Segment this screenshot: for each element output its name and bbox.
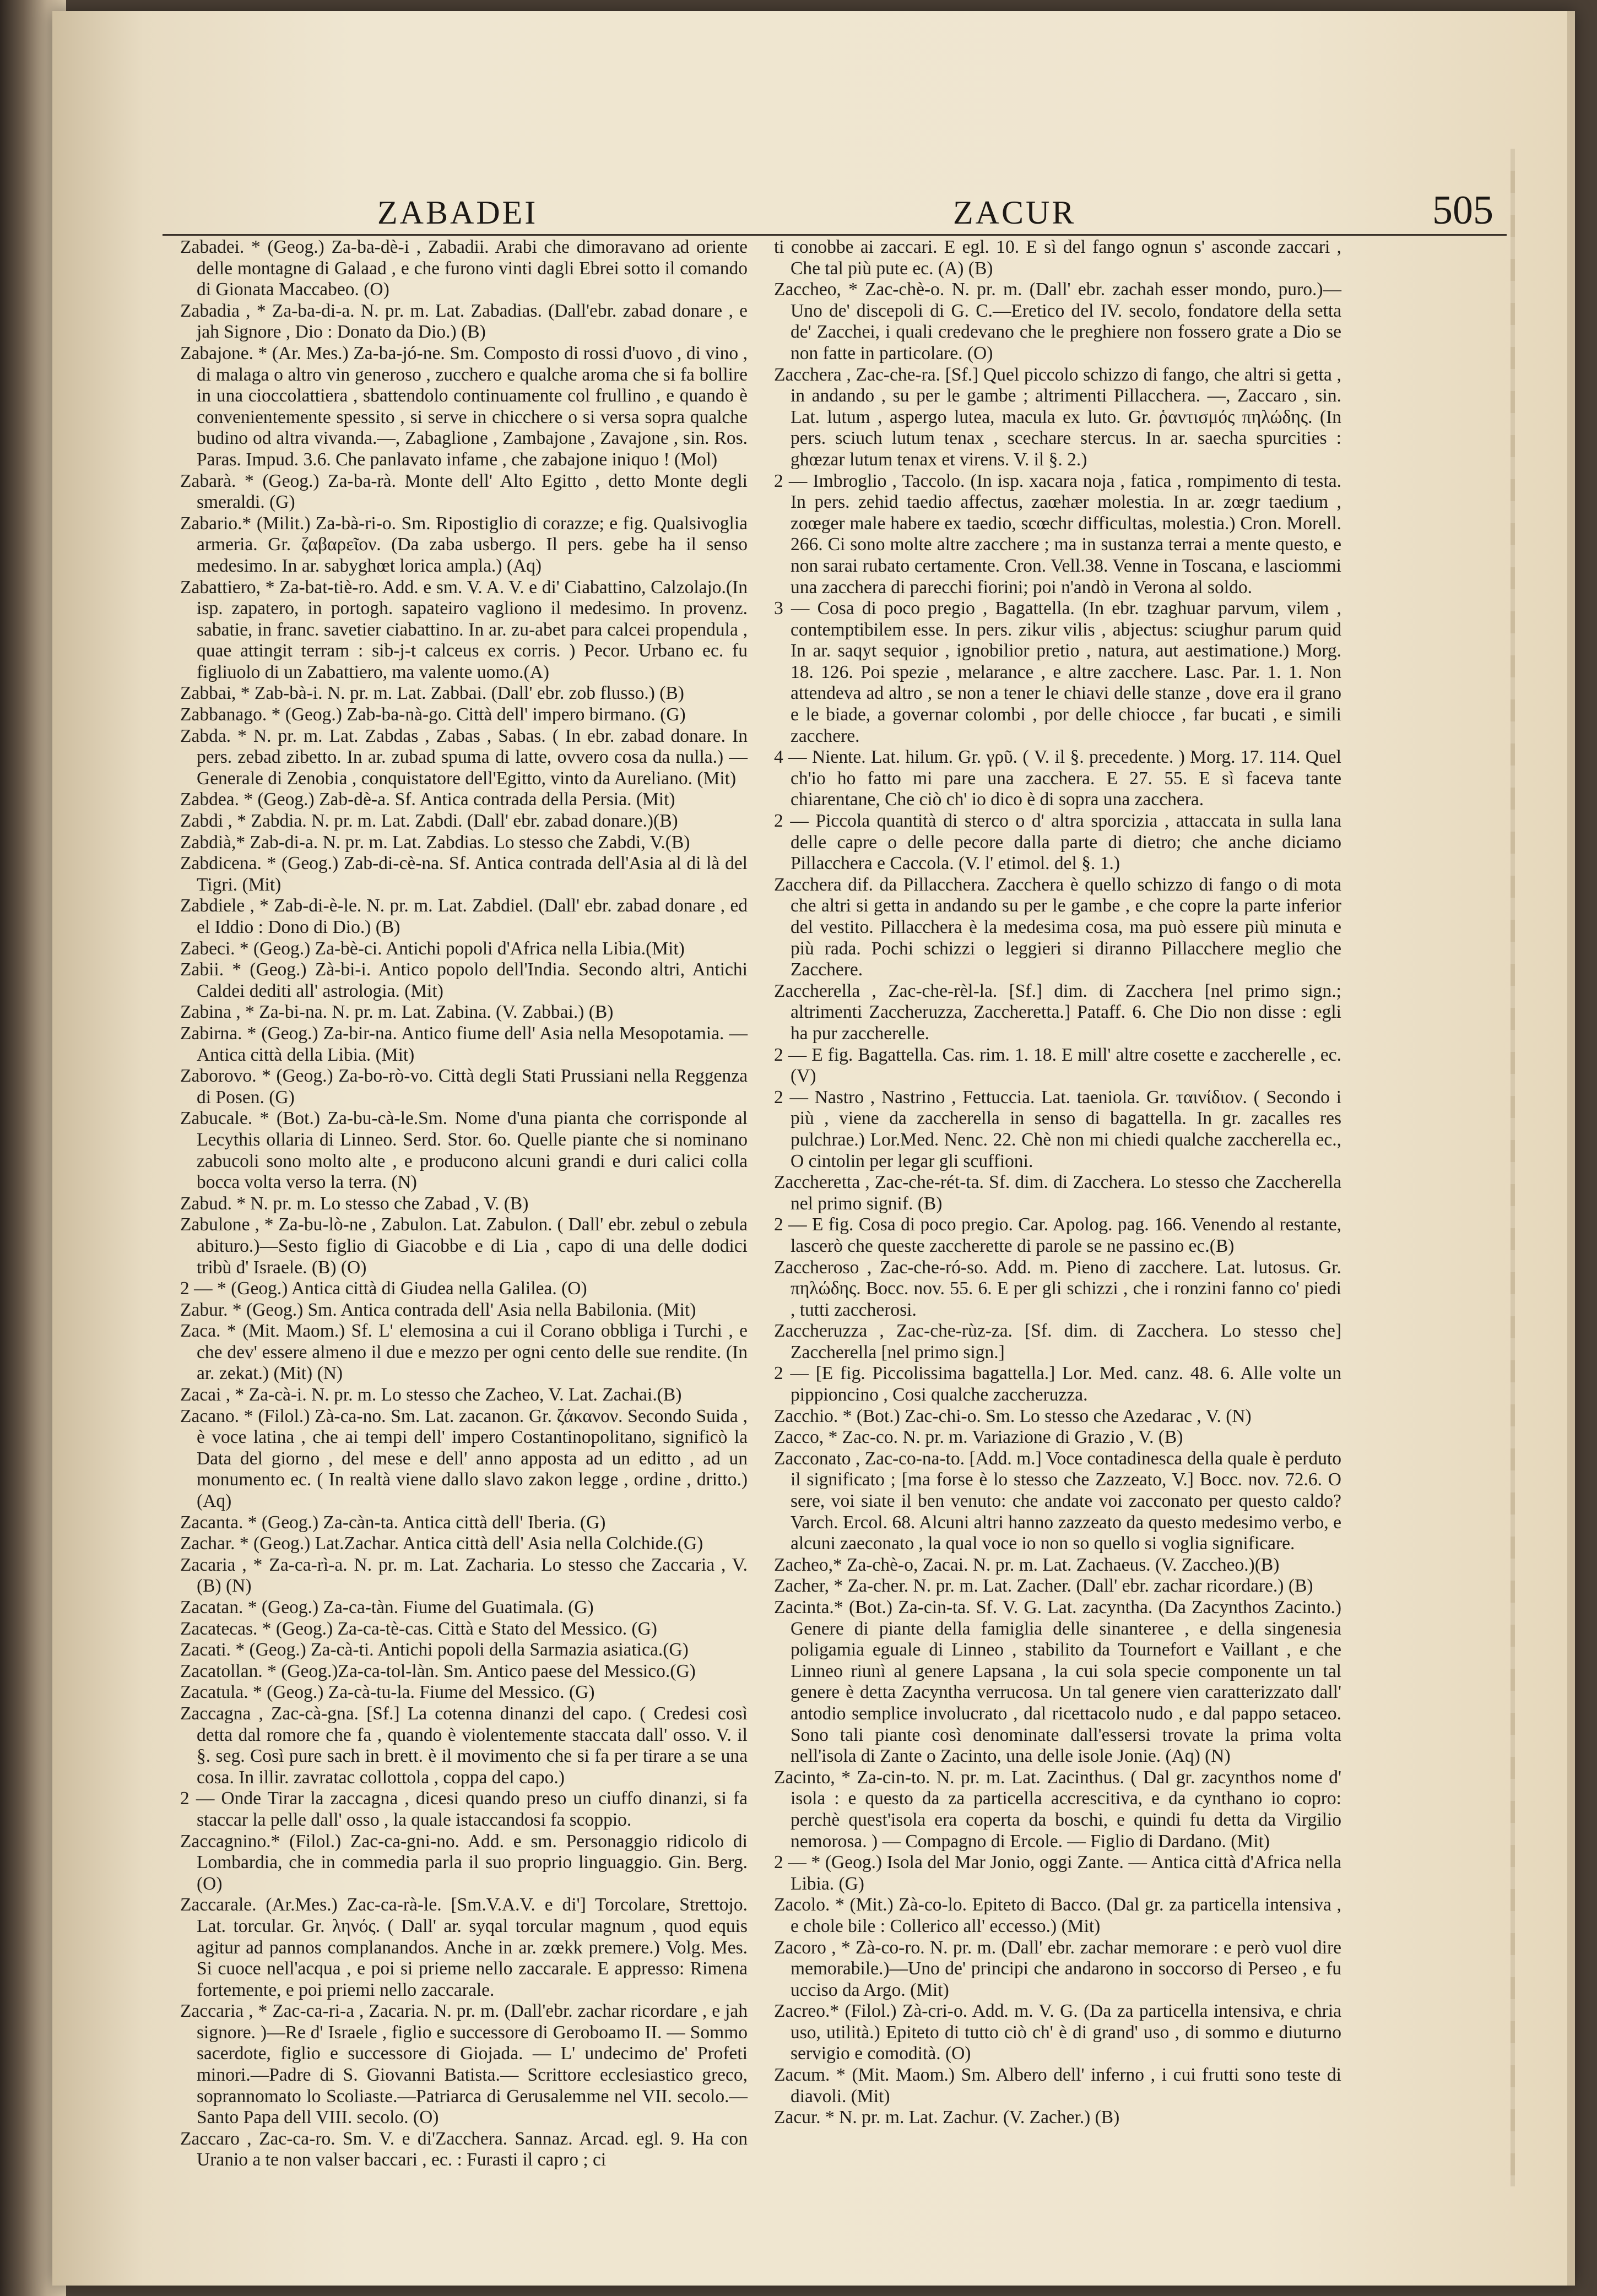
dictionary-entry: Zabdiele , * Zab-di-è-le. N. pr. m. Lat. Zabdiel. (Dall' ebr. zabad donare , ed el Iddio : Dono di Dio.) (B) bbox=[180, 895, 748, 937]
dictionary-entry: Zabulone , * Za-bu-lò-ne , Zabulon. Lat. Zabulon. ( Dall' ebr. zebul o zebula abituro.)—Sesto figlio di Giacobbe e di Lia , capo di una delle dodici tribù d' Israele. (B) (O) bbox=[180, 1214, 748, 1278]
dictionary-entry: Zacai , * Za-cà-i. N. pr. m. Lo stesso che Zacheo, V. Lat. Zachai.(B) bbox=[180, 1385, 682, 1405]
left-column bbox=[180, 237, 748, 2171]
dictionary-entry: 2 — * (Geog.) Isola del Mar Jonio, oggi Zante. — Antica città d'Africa nella Libia. (G) bbox=[774, 1852, 1341, 1894]
dictionary-entry: Zabur. * (Geog.) Sm. Antica contrada dell' Asia nella Babilonia. (Mit) bbox=[180, 1299, 696, 1320]
page-header bbox=[52, 176, 1567, 242]
dictionary-entry: Zabirna. * (Geog.) Za-bir-na. Antico fiume dell' Asia nella Mesopotamia. — Antica città della Libia. (Mit) bbox=[180, 1023, 748, 1065]
dictionary-entry: Zabbanago. * (Geog.) Zab-ba-nà-go. Città dell' impero birmano. (G) bbox=[180, 704, 686, 725]
dictionary-entry: Zaccagna , Zac-cà-gna. [Sf.] La cotenna dinanzi del capo. ( Credesi così detta dal romore che fa , quando è violentemente staccata dall' osso. V. il §. seg. Così pure sach in brett. è il movimento che si fa per tirare a se una cosa. In illir. zavratac collottola , coppa del capo.) bbox=[180, 1703, 748, 1788]
dictionary-entry: Zacolo. * (Mit.) Zà-co-lo. Epiteto di Bacco. (Dal gr. za particella intensiva , e chole bile : Collerico all' eccesso.) (Mit) bbox=[774, 1895, 1341, 1936]
dictionary-entry: Zabdea. * (Geog.) Zab-dè-a. Sf. Antica contrada della Persia. (Mit) bbox=[180, 789, 675, 810]
dictionary-entry: 3 — Cosa di poco pregio , Bagattella. (In ebr. tzaghuar parvum, vilem , contemptibilem esse. In pers. zikur vilis , abjectus: sciughur parum quid In ar. saqyt sequior , ignobilior pretio , natura, aut aestimatione.) Morg. 18. 126. Poi spezie , melarance , e altre zacchere. Lasc. Par. 1. 1. Non attendeva ad altro , se non a tener le chiavi delle stanze , dove era il grano e le biade, a governar colombi , por delle chiocce , far bucati , e simili zacchere. bbox=[774, 598, 1341, 746]
dictionary-entry: Zacatula. * (Geog.) Za-cà-tu-la. Fiume del Messico. (G) bbox=[180, 1682, 595, 1703]
dictionary-entry: Zaccaro , Zac-ca-ro. Sm. V. e di'Zacchera. Sannaz. Arcad. egl. 9. Ha con Uranio a te non valser baccari , ec. : Furasti il capro ; ci bbox=[180, 2128, 748, 2170]
dictionary-entry: 4 — Niente. Lat. hilum. Gr. γρῦ. ( V. il §. precedente. ) Morg. 17. 114. Quel ch'io ho fatto mi pare una zacchera. E 27. 55. E sì faceva tante chiarentane, Che ciò ch' io dico è di sopra una zacchera. bbox=[774, 747, 1341, 810]
dictionary-entry: Zachar. * (Geog.) Lat.Zachar. Antica città dell' Asia nella Colchide.(G) bbox=[180, 1533, 703, 1554]
dictionary-entry: Zacano. * (Filol.) Zà-ca-no. Sm. Lat. zacanon. Gr. ζάκανον. Secondo Suida , è voce latina , che ai tempi dell' impero Costantinopolitano, significò la Data del giorno , del mese e dell' anno apposta ad un editto , ad un monumento ec. ( In realtà viene dallo slavo zakon legge , ordine , dritto.) (Aq) bbox=[180, 1405, 748, 1512]
dictionary-entry: Zacatan. * (Geog.) Za-ca-tàn. Fiume del Guatimala. (G) bbox=[180, 1597, 594, 1617]
dictionary-entry: Zacchera , Zac-che-ra. [Sf.] Quel piccolo schizzo di fango, che altri si getta , in andando , su per le gambe ; altrimenti Pillacchera. —, Zaccaro , sin. Lat. lutum , aspergo lutea, macula ex luto. Gr. ῥαντισμός πηλώδης. (In pers. sciuch lutum tenax , scechare stercus. In ar. saecha spurcities : ghœzar lutum tenax et virens. V. il §. 2.) bbox=[774, 364, 1341, 470]
dictionary-entry: Zacreo.* (Filol.) Zà-cri-o. Add. m. V. G. (Da za particella intensiva, e chria uso, utilità.) Epiteto di tutto ciò ch' è di grand' uso , di sommo e diuturno servigio e comodità. (O) bbox=[774, 2001, 1341, 2064]
dictionary-entry: Zacinto, * Za-cin-to. N. pr. m. Lat. Zacinthus. ( Dal gr. zacynthos nome d' isola : e questo da za particella accrescitiva, e da cynthano io copro: perchè quest'isola era coperta da boschi, e quindi fu detta da Virgilio nemorosa. ) — Compagno di Ercole. — Figlio di Dardano. (Mit) bbox=[774, 1767, 1341, 1852]
dictionary-entry: Zaccaria , * Zac-ca-ri-a , Zacaria. N. pr. m. (Dall'ebr. zachar ricordare , e jah signore. )—Re d' Israele , figlio e successore di Geroboamo II. — Sommo sacerdote, figlio e successore di Giojada. — L' undecimo de' Profeti minori.—Padre di S. Giovanni Batista.— Scrittore ecclesiastico greco, soprannomato lo Scoliaste.—Patriarca di Gerusalemme nel VII. secolo.—Santo Papa dell VIII. secolo. (O) bbox=[180, 2001, 748, 2128]
dictionary-entry: Zacanta. * (Geog.) Za-càn-ta. Antica città dell' Iberia. (G) bbox=[180, 1512, 606, 1533]
running-head-right: ZACUR bbox=[953, 194, 1076, 231]
dictionary-entry: Zaccheroso , Zac-che-ró-so. Add. m. Pieno di zacchere. Lat. lutosus. Gr. πηλώδης. Bocc. nov. 55. 6. E per gli schizzi , che i ronzini fanno co' piedi , tutti zaccherosi. bbox=[774, 1257, 1341, 1320]
dictionary-entry: 2 — Piccola quantità di sterco o d' altra sporcizia , attaccata in sulla lana delle capre o delle pecore dalla parte di dietro; che anche diciamo Pillacchera e Caccola. (V. l' etimol. del §. 1.) bbox=[774, 811, 1341, 874]
running-head-left: ZABADEI bbox=[377, 194, 538, 231]
page-number: 505 bbox=[1432, 188, 1493, 233]
dictionary-entry: ti conobbe ai zaccari. E egl. 10. E sì del fango ognun s' asconde zaccari , Che tal più pute ec. (A) (B) bbox=[774, 237, 1341, 279]
dictionary-entry: Zacati. * (Geog.) Za-cà-ti. Antichi popoli della Sarmazia asiatica.(G) bbox=[180, 1640, 689, 1660]
dictionary-entry: Zaborovo. * (Geog.) Za-bo-rò-vo. Città degli Stati Prussiani nella Reggenza di Posen. (G) bbox=[180, 1066, 748, 1108]
dictionary-entry: Zacatollan. * (Geog.)Za-ca-tol-làn. Sm. Antico paese del Messico.(G) bbox=[180, 1660, 696, 1681]
dictionary-entry: Zacaria , * Za-ca-rì-a. N. pr. m. Lat. Zacharia. Lo stesso che Zaccaria , V. (B) (N) bbox=[180, 1554, 748, 1597]
dictionary-entry: 2 — Imbroglio , Taccolo. (In isp. xacara noja , fatica , rompimento di testa. In pers. zehid taedio affectus, zaœhær molestia. In ar. zœgr taedium , zoœger male habere ex taedio, scœchr difficultas, molestia.) Cron. Morell. 266. Ci sono molte altre zacchere ; ma in sustanza terrai a mente questo, e non sarai rubato certamente. Cron. Vell.38. Venne in Toscana, e lasciommi una zacchera di parecchi fiorini; poi n'andò in Verona al soldo. bbox=[774, 470, 1341, 598]
dictionary-entry: Zabbai, * Zab-bà-i. N. pr. m. Lat. Zabbai. (Dall' ebr. zob flusso.) (B) bbox=[180, 683, 684, 704]
page-edge bbox=[1511, 149, 1515, 2186]
dictionary-entry: Zacheo,* Za-chè-o, Zacai. N. pr. m. Lat. Zachaeus. (V. Zaccheo.)(B) bbox=[774, 1554, 1280, 1575]
dictionary-entry: Zabdicena. * (Geog.) Zab-di-cè-na. Sf. Antica contrada dell'Asia al di là del Tigri. (Mit) bbox=[180, 853, 748, 895]
dictionary-entry: Zacchio. * (Bot.) Zac-chi-o. Sm. Lo stesso che Azedarac , V. (N) bbox=[774, 1405, 1252, 1426]
dictionary-entry: Zabdià,* Zab-di-a. N. pr. m. Lat. Zabdias. Lo stesso che Zabdi, V.(B) bbox=[180, 832, 690, 853]
dictionary-entry: Zabii. * (Geog.) Zà-bi-i. Antico popolo dell'India. Secondo altri, Antichi Caldei dediti all' astrologia. (Mit) bbox=[180, 959, 748, 1001]
dictionary-entry: Zaccheruzza , Zac-che-rùz-za. [Sf. dim. di Zacchera. Lo stesso che] Zaccherella [nel primo sign.] bbox=[774, 1321, 1341, 1363]
dictionary-entry: Zabadei. * (Geog.) Za-ba-dè-i , Zabadii. Arabi che dimoravano ad oriente delle montagne di Galaad , e che furono vinti dagli Ebrei sotto il comando di Gionata Maccabeo. (O) bbox=[180, 237, 748, 300]
dictionary-entry: Zaccherella , Zac-che-rèl-la. [Sf.] dim. di Zacchera [nel primo sign.; altrimenti Zaccheruzza, Zaccheretta.] Pataff. 6. Che Dio non disse : egli ha pur zaccherelle. bbox=[774, 980, 1341, 1044]
dictionary-entry: 2 — [E fig. Piccolissima bagattella.] Lor. Med. canz. 48. 6. Alle volte un pippioncino , Cosi qualche zaccheruzza. bbox=[774, 1363, 1341, 1405]
dictionary-entry: Zabattiero, * Za-bat-tiè-ro. Add. e sm. V. A. V. e di' Ciabattino, Calzolajo.(In isp. zapatero, in portogh. sapateiro vagliono il medesimo. In provenz. sabatie, in franc. savetier ciabattino. In ar. zu-abet para calcei propendula , quae attingit terram : sib-j-t calceus ex corris. ) Pecor. Urbano ec. fu figliuolo di un Zabattiero, ma valente uomo.(A) bbox=[180, 577, 748, 682]
dictionary-entry: Zacinta.* (Bot.) Za-cin-ta. Sf. V. G. Lat. zacyntha. (Da Zacynthos Zacinto.) Genere di piante della famiglia delle sinanteree , e della singenesia poligamia eguale di Linneo , stabilito da Tournefort e Vaillant , e che Linneo riunì al genere Lapsana , la cui sola specie componente un tal genere è detta Zacyntha verrucosa. Un tal genere vien caratterizzato dall' antodio semplice involucrato , dal ricettacolo nudo , e dal pappo setaceo. Sono tali piante così denominate dall'essersi trovate la prima volta nell'isola di Zante o Zacinto, una delle isole Jonie. (Aq) (N) bbox=[774, 1597, 1341, 1767]
dictionary-entry: Zabucale. * (Bot.) Za-bu-cà-le.Sm. Nome d'una pianta che corrisponde al Lecythis ollaria di Linneo. Serd. Stor. 6o. Quelle piante che si nominano zabucoli sono molto alte , e producono alcuni grandi e duri calici colla bocca volta verso la terra. (N) bbox=[180, 1108, 748, 1193]
dictionary-entry: Zabajone. * (Ar. Mes.) Za-ba-jó-ne. Sm. Composto di rossi d'uovo , di vino , di malaga o altro vin generoso , zucchero e qualche aroma che si fa bollire in una cioccolattiera , sbattendolo continuamente col frullino , e quando è convenientemente spessito , si serve in chicchere o si versa sopra qualche budino od altra vivanda.—, Zabaglione , Zambajone , Zavajone , sin. Ros. Paras. Impud. 3.6. Che panlavato infame , che zabajone iniquo ! (Mol) bbox=[180, 343, 748, 470]
dictionary-entry: Zaccheo, * Zac-chè-o. N. pr. m. (Dall' ebr. zachah esser mondo, puro.)— Uno de' discepoli di G. C.—Eretico del IV. secolo, fondatore della setta de' Zacchei, i quali credevano che le preghiere non fossero grate a Dio se non fatte in particolare. (O) bbox=[774, 279, 1341, 363]
dictionary-entry: Zabud. * N. pr. m. Lo stesso che Zabad , V. (B) bbox=[180, 1193, 529, 1214]
dictionary-entry: Zabda. * N. pr. m. Lat. Zabdas , Zabas , Sabas. ( In ebr. zabad donare. In pers. zebad zibetto. In ar. zubad spuma di latte, ovvero cosa da nulla.) — Generale di Zenobia , conquistatore dell'Egitto, vinto da Aureliano. (Mit) bbox=[180, 725, 748, 789]
dictionary-entry: Zacum. * (Mit. Maom.) Sm. Albero dell' inferno , i cui frutti sono teste di diavoli. (Mit) bbox=[774, 2065, 1341, 2107]
dictionary-entry: Zabadia , * Za-ba-di-a. N. pr. m. Lat. Zabadias. (Dall'ebr. zabad donare , e jah Signore , Dio : Donato da Dio.) (B) bbox=[180, 300, 748, 343]
dictionary-entry: 2 — E fig. Cosa di poco pregio. Car. Apolog. pag. 166. Venendo al restante, lascerò che queste zaccherette di parole se ne passino ec.(B) bbox=[774, 1214, 1341, 1256]
dictionary-entry: Zabarà. * (Geog.) Za-ba-rà. Monte dell' Alto Egitto , detto Monte degli smeraldi. (G) bbox=[180, 470, 748, 513]
dictionary-entry: 2 — E fig. Bagattella. Cas. rim. 1. 18. E mill' altre cosette e zaccherelle , ec. (V) bbox=[774, 1044, 1341, 1087]
header-rule bbox=[163, 234, 1507, 236]
dictionary-entry: Zabdi , * Zabdia. N. pr. m. Lat. Zabdi. (Dall' ebr. zabad donare.)(B) bbox=[180, 811, 678, 832]
dictionary-entry: Zacchera dif. da Pillacchera. Zacchera è quello schizzo di fango o di mota che altri si getta in andando su per le gambe , e che copre la parte inferior del vestito. Pillacchera è la medesima cosa, ma può essere più minuta e più rada. Pochi schizzi o leggieri si diranno Pillacchere meglio che Zacchere. bbox=[774, 874, 1341, 980]
dictionary-page bbox=[52, 11, 1575, 2286]
dictionary-entry: Zabeci. * (Geog.) Za-bè-ci. Antichi popoli d'Africa nella Libia.(Mit) bbox=[180, 938, 685, 959]
dictionary-entry: Zacher, * Za-cher. N. pr. m. Lat. Zacher. (Dall' ebr. zachar ricordare.) (B) bbox=[774, 1576, 1313, 1597]
dictionary-entry: Zabario.* (Milit.) Za-bà-ri-o. Sm. Ripostiglio di corazze; e fig. Qualsivoglia armeria. Gr. ζαβαρεῖον. (Da zaba usbergo. Il pers. gebe ha il senso medesimo. In ar. sabyghœt lorica ampla.) (Aq) bbox=[180, 513, 748, 576]
dictionary-entry: 2 — Onde Tirar la zaccagna , dicesi quando preso un ciuffo dinanzi, si fa staccar la pelle dall' osso , la quale istaccandosi fa scoppio. bbox=[180, 1788, 748, 1830]
right-column bbox=[774, 237, 1341, 2129]
dictionary-entry: Zaccagnino.* (Filol.) Zac-ca-gni-no. Add. e sm. Personaggio ridicolo di Lombardia, che in commedia parla il suo proprio linguaggio. Gin. Berg. (O) bbox=[180, 1831, 748, 1894]
dictionary-entry: Zaccheretta , Zac-che-rét-ta. Sf. dim. di Zacchera. Lo stesso che Zaccherella nel primo signif. (B) bbox=[774, 1172, 1341, 1214]
dictionary-entry: Zacatecas. * (Geog.) Za-ca-tè-cas. Città e Stato del Messico. (G) bbox=[180, 1618, 657, 1639]
dictionary-entry: Zacur. * N. pr. m. Lat. Zachur. (V. Zacher.) (B) bbox=[774, 2107, 1120, 2128]
dictionary-entry: Zaca. * (Mit. Maom.) Sf. L' elemosina a cui il Corano obbliga i Turchi , e che dev' essere almeno il due e mezzo per ogni cento delle sue rendite. (In ar. zekat.) (Mit) (N) bbox=[180, 1321, 748, 1384]
dictionary-entry: Zacco, * Zac-co. N. pr. m. Variazione di Grazio , V. (B) bbox=[774, 1427, 1183, 1448]
dictionary-entry: Zabina , * Za-bi-na. N. pr. m. Lat. Zabina. (V. Zabbai.) (B) bbox=[180, 1002, 614, 1023]
dictionary-entry: Zaccarale. (Ar.Mes.) Zac-ca-rà-le. [Sm.V.A.V. e di'] Torcolare, Strettojo. Lat. torcular. Gr. ληνός. ( Dall' ar. syqal torcular magnum , quod equis agitur ad pannos complanandos. Anche in ar. zœkk premere.) Volg. Mes. Si cuoce nell'acqua , e poi si prieme nello zaccarale. E appresso: Rimena fortemente, e poi priemi nello zaccarale. bbox=[180, 1895, 748, 2000]
dictionary-entry: 2 — * (Geog.) Antica città di Giudea nella Galilea. (O) bbox=[180, 1278, 587, 1299]
dictionary-entry: Zacoro , * Zà-co-ro. N. pr. m. (Dall' ebr. zachar memorare : e però vuol dire memorabile.)—Uno de' principi che andarono in soccorso di Perseo , e fu ucciso da Argo. (Mit) bbox=[774, 1937, 1341, 2000]
dictionary-entry: 2 — Nastro , Nastrino , Fettuccia. Lat. taeniola. Gr. ταινίδιον. ( Secondo i più , viene da zaccherella in senso di bagattella. In gr. zacalles res pulchrae.) Lor.Med. Nenc. 22. Chè non mi chiedi qualche zaccherella ec., O cintolin per legar gli scuffioni. bbox=[774, 1087, 1341, 1171]
dictionary-entry: Zacconato , Zac-co-na-to. [Add. m.] Voce contadinesca della quale è perduto il significato ; [ma forse è lo stesso che Zazzeato, V.] Bocc. nov. 72.6. O sere, voi siate il ben venuto: che andate voi zacconato per questo caldo? Varch. Ercol. 68. Alcuni altri hanno zazzeato da questo medesimo verbo, e alcuni zaeconato , la qual voce io non so quello si voglia significare. bbox=[774, 1448, 1341, 1554]
